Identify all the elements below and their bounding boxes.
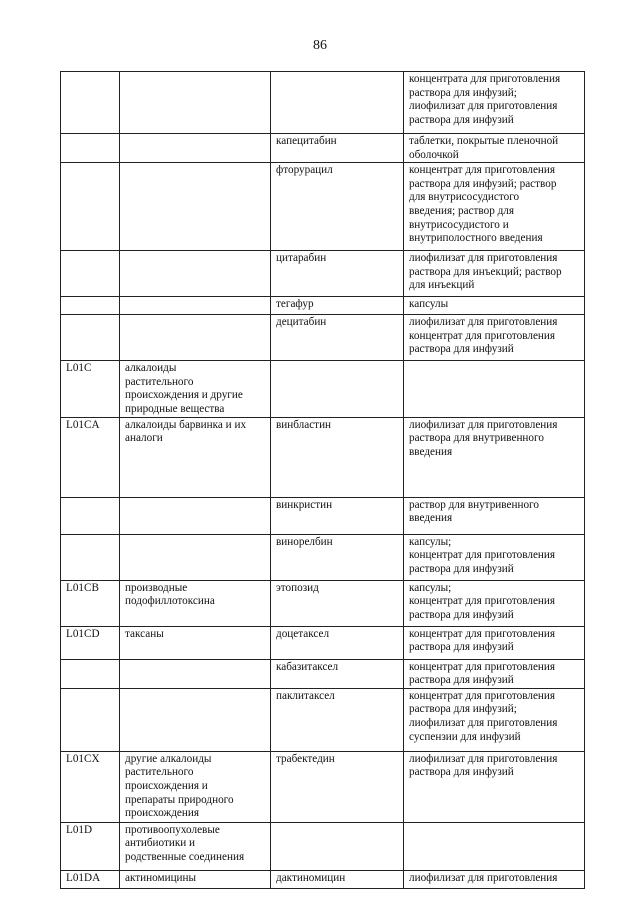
- group-cell-line: алкалоиды барвинка и их: [125, 418, 247, 431]
- dosage-form-cell-line: раствора для внутривенного: [409, 432, 544, 445]
- table-row: [61, 534, 585, 580]
- group-cell: [120, 626, 271, 659]
- dosage-form-cell-line: концентрат для приготовления: [409, 689, 556, 702]
- drug-name-cell: [271, 361, 404, 417]
- dosage-form-cell: [404, 417, 585, 497]
- dosage-form-cell: [404, 297, 585, 315]
- group-cell: [120, 297, 271, 315]
- dosage-form-cell-line: раствора для инфузий; раствор: [409, 177, 557, 190]
- atc-code-cell: [61, 72, 120, 134]
- atc-code-cell: [61, 315, 120, 361]
- group-cell: [120, 72, 271, 134]
- group-cell: [120, 688, 271, 751]
- table-row: [61, 297, 585, 315]
- group-cell-line: происхождения и другие: [125, 389, 243, 402]
- table-row: [61, 251, 585, 297]
- group-cell-line: природные вещества: [125, 402, 225, 415]
- dosage-form-cell-line: концентрат для приготовления: [409, 164, 556, 177]
- dosage-form-cell-line: таблетки, покрытые пленочной: [409, 135, 559, 147]
- drug-name-cell: тегафур: [271, 297, 404, 315]
- table-row: [61, 134, 585, 163]
- drug-name-cell: [271, 72, 404, 134]
- drug-table: [60, 71, 585, 889]
- group-cell: [120, 361, 271, 417]
- dosage-form-cell-line: для внутрисосудистого: [409, 191, 520, 204]
- drug-name-cell: винорелбин: [271, 534, 404, 580]
- group-cell-line: родственные соединения: [125, 850, 245, 863]
- dosage-form-cell-line: концентрат для приготовления: [409, 595, 556, 608]
- group-cell-line: происхождения: [125, 807, 199, 820]
- table-row: [61, 580, 585, 626]
- page-number: 86: [313, 38, 327, 53]
- dosage-form-cell-line: внутриполостного введения: [409, 232, 543, 245]
- drug-name-cell: винбластин: [271, 417, 404, 497]
- group-cell-line: аналоги: [125, 432, 163, 445]
- drug-name-cell: паклитаксел: [271, 688, 404, 751]
- dosage-form-cell: [404, 72, 585, 134]
- group-cell-line: подофиллотоксина: [125, 595, 215, 608]
- dosage-form-cell-line: лиофилизат для приготовления: [409, 716, 558, 729]
- dosage-form-cell-line: лиофилизат для приготовления: [409, 871, 558, 884]
- dosage-form-cell: [404, 870, 585, 888]
- drug-name-cell: винкристин: [271, 497, 404, 534]
- dosage-form-cell-line: концентрат для приготовления: [409, 549, 556, 562]
- dosage-form-cell-line: лиофилизат для приготовления: [409, 100, 558, 113]
- group-cell: [120, 751, 271, 822]
- atc-code-cell: L01C: [61, 361, 120, 417]
- drug-name-cell: этопозид: [271, 580, 404, 626]
- table-row: [61, 822, 585, 870]
- dosage-form-cell-line: суспензии для инфузий: [409, 730, 521, 743]
- group-cell: [120, 134, 271, 163]
- group-cell-line: другие алкалоиды: [125, 752, 212, 765]
- atc-code-cell: [61, 163, 120, 251]
- table-row: [61, 361, 585, 417]
- dosage-form-cell-line: введения: [409, 445, 453, 458]
- dosage-form-cell: [404, 534, 585, 580]
- dosage-form-cell-line: раствора для инфузий: [409, 766, 514, 779]
- group-cell: [120, 497, 271, 534]
- drug-name-cell: [271, 822, 404, 870]
- dosage-form-cell: [404, 497, 585, 534]
- table-row: [61, 688, 585, 751]
- atc-code-cell: [61, 297, 120, 315]
- dosage-form-cell-line: раствора для инфузий: [409, 562, 514, 575]
- dosage-form-cell-line: раствора для инъекций; раствор: [409, 265, 562, 278]
- atc-code-cell: [61, 497, 120, 534]
- atc-code-cell: L01CB: [61, 580, 120, 626]
- group-cell: [120, 580, 271, 626]
- atc-code-cell: L01CD: [61, 626, 120, 659]
- dosage-form-cell-line: для инъекций: [409, 279, 475, 292]
- dosage-form-cell-line: введения; раствор для: [409, 204, 515, 217]
- dosage-form-cell-line: раствор для внутривенного: [409, 498, 539, 511]
- group-cell: [120, 870, 271, 888]
- group-cell-line: антибиотики и: [125, 837, 196, 850]
- dosage-form-cell-line: внутрисосудистого и: [409, 218, 509, 231]
- dosage-form-cell: [404, 822, 585, 870]
- dosage-form-cell-line: капсулы;: [409, 581, 452, 594]
- group-cell-line: противоопухолевые: [125, 823, 220, 836]
- dosage-form-cell-line: раствора для инфузий: [409, 608, 514, 621]
- group-cell-line: растительного: [125, 375, 194, 388]
- group-cell-line: алкалоиды: [125, 362, 177, 375]
- atc-code-cell: L01D: [61, 822, 120, 870]
- group-cell-line: растительного: [125, 766, 194, 779]
- dosage-form-cell-line: капсулы: [409, 298, 449, 311]
- atc-code-cell: [61, 659, 120, 688]
- atc-code-cell: L01CA: [61, 417, 120, 497]
- dosage-form-cell-line: раствора для инфузий;: [409, 86, 517, 99]
- group-cell: [120, 251, 271, 297]
- dosage-form-cell: [404, 315, 585, 361]
- table-row: [61, 870, 585, 888]
- dosage-form-cell: [404, 251, 585, 297]
- atc-code-cell: [61, 688, 120, 751]
- table-row: [61, 72, 585, 134]
- drug-name-cell: фторурацил: [271, 163, 404, 251]
- dosage-form-cell: [404, 134, 585, 163]
- table-row: [61, 163, 585, 251]
- dosage-form-cell-line: раствора для инфузий: [409, 674, 514, 687]
- atc-code-cell: [61, 134, 120, 163]
- group-cell: [120, 163, 271, 251]
- group-cell-line: происхождения и: [125, 779, 208, 792]
- dosage-form-cell-line: лиофилизат для приготовления: [409, 752, 558, 765]
- dosage-form-cell-line: лиофилизат для приготовления: [409, 316, 558, 329]
- dosage-form-cell-line: концентрат для приготовления: [409, 660, 556, 673]
- table-row: [61, 659, 585, 688]
- dosage-form-cell-line: раствора для инфузий: [409, 343, 514, 356]
- table-row: [61, 315, 585, 361]
- dosage-form-cell: [404, 751, 585, 822]
- dosage-form-cell-line: раствора для инфузий: [409, 113, 514, 126]
- group-cell: [120, 534, 271, 580]
- dosage-form-cell: [404, 688, 585, 751]
- group-cell-line: производные: [125, 581, 188, 594]
- atc-code-cell: L01CX: [61, 751, 120, 822]
- drug-name-cell: дактиномицин: [271, 870, 404, 888]
- dosage-form-cell: [404, 163, 585, 251]
- drug-name-cell: децитабин: [271, 315, 404, 361]
- drug-name-cell: кабазитаксел: [271, 659, 404, 688]
- group-cell: [120, 659, 271, 688]
- dosage-form-cell: [404, 626, 585, 659]
- table-row: [61, 751, 585, 822]
- dosage-form-cell-line: капсулы;: [409, 535, 452, 548]
- group-cell-line: таксаны: [125, 627, 164, 640]
- dosage-form-cell-line: лиофилизат для приготовления: [409, 418, 558, 431]
- dosage-form-cell-line: раствора для инфузий: [409, 641, 514, 654]
- dosage-form-cell-line: концентрат для приготовления: [409, 329, 556, 342]
- table-row: [61, 417, 585, 497]
- atc-code-cell: [61, 534, 120, 580]
- dosage-form-cell: [404, 580, 585, 626]
- table-row: [61, 626, 585, 659]
- dosage-form-cell-line: концентрат для приготовления: [409, 627, 556, 640]
- drug-name-cell: трабектедин: [271, 751, 404, 822]
- dosage-form-cell-line: концентрата для приготовления: [409, 73, 561, 85]
- drug-name-cell: капецитабин: [271, 134, 404, 163]
- drug-name-cell: цитарабин: [271, 251, 404, 297]
- group-cell: [120, 417, 271, 497]
- group-cell-line: препараты природного: [125, 793, 234, 806]
- atc-code-cell: [61, 251, 120, 297]
- dosage-form-cell: [404, 361, 585, 417]
- group-cell: [120, 315, 271, 361]
- dosage-form-cell-line: лиофилизат для приготовления: [409, 252, 558, 265]
- group-cell-line: актиномицины: [125, 871, 197, 884]
- drug-name-cell: доцетаксел: [271, 626, 404, 659]
- atc-code-cell: L01DA: [61, 870, 120, 888]
- table-row: [61, 497, 585, 534]
- group-cell: [120, 822, 271, 870]
- dosage-form-cell-line: оболочкой: [409, 148, 459, 161]
- dosage-form-cell-line: введения: [409, 512, 453, 525]
- dosage-form-cell: [404, 659, 585, 688]
- dosage-form-cell-line: раствора для инфузий;: [409, 703, 517, 716]
